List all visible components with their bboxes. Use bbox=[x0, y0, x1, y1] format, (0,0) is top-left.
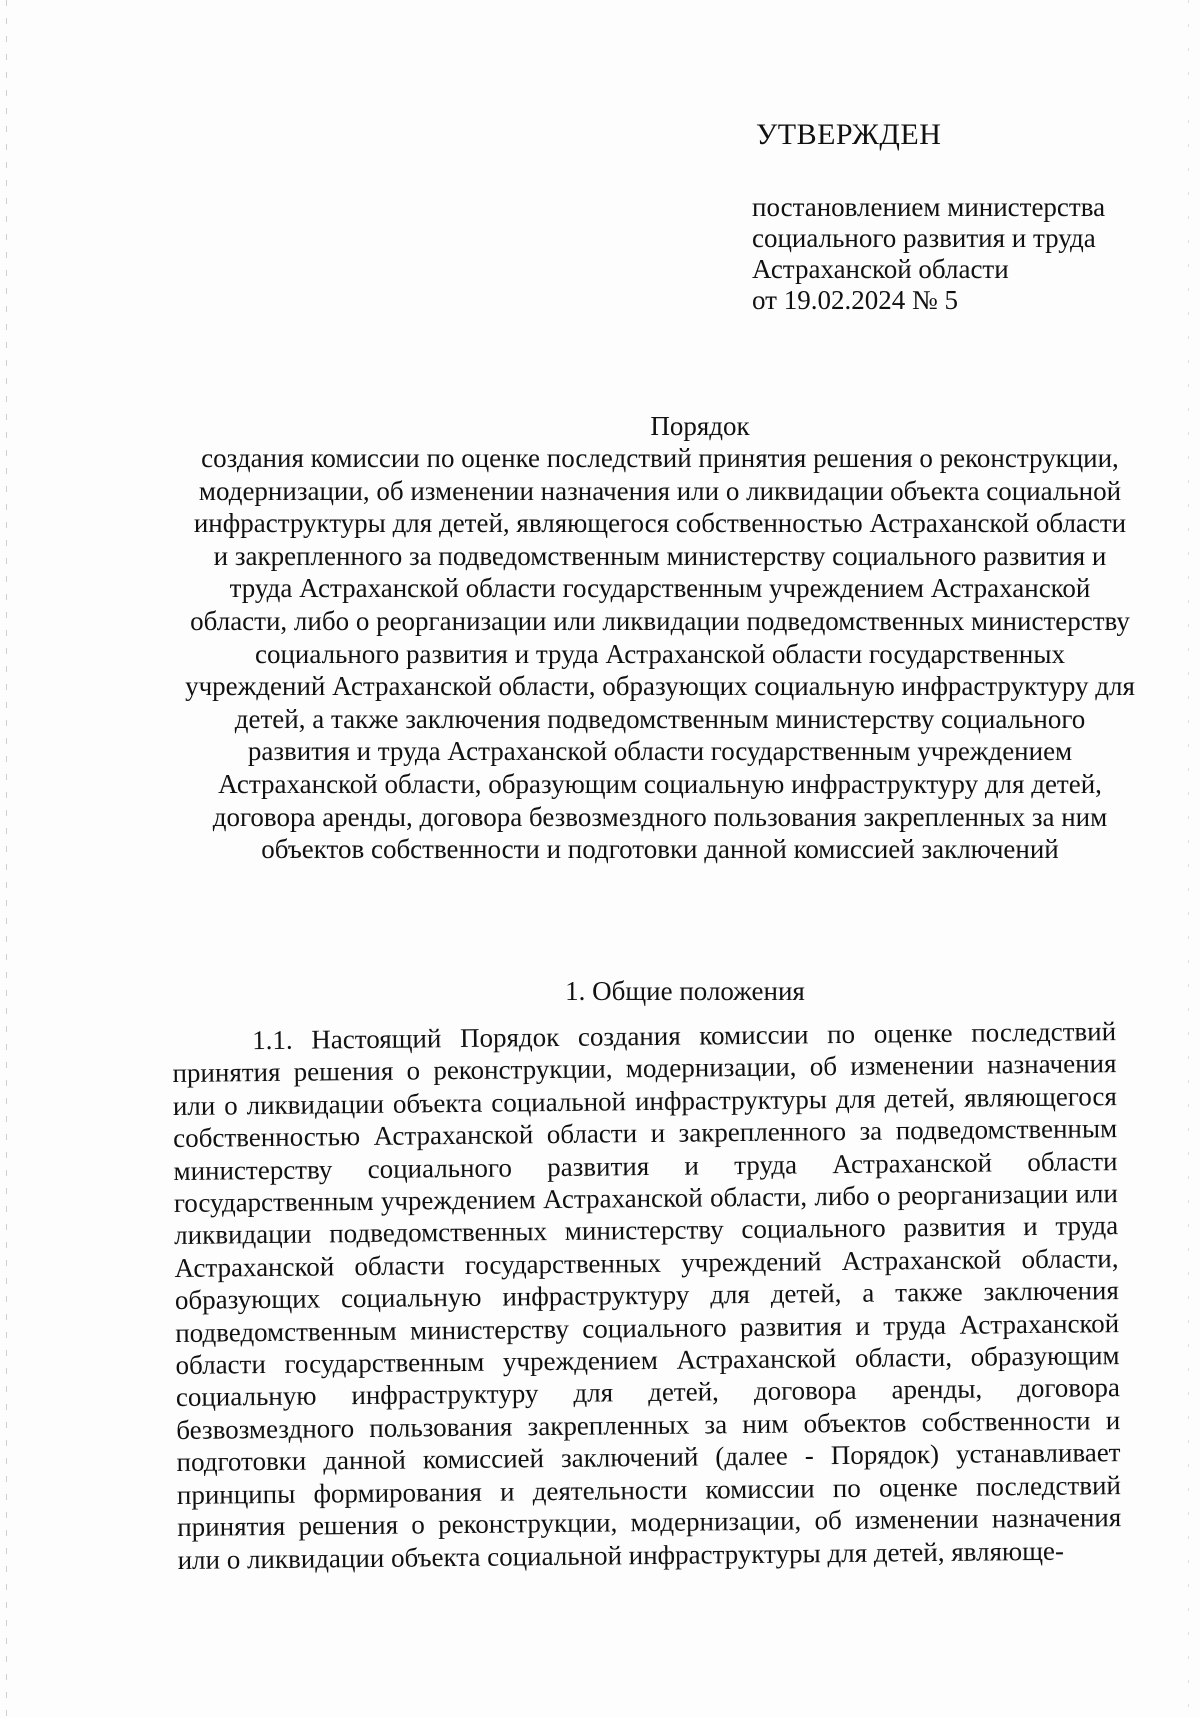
document-title-block bbox=[185, 410, 1135, 866]
approval-line-2: социального развития и труда bbox=[752, 223, 1096, 253]
scan-edge-left bbox=[6, 0, 7, 1718]
approval-block bbox=[752, 118, 1152, 316]
approval-line-4: от 19.02.2024 № 5 bbox=[752, 285, 958, 315]
section-heading: 1. Общие положения bbox=[565, 976, 805, 1006]
section-paragraph: 1.1. Настоящий Порядок создания комиссии по оценке последствий принятия решения о реконструкции, модернизации, об изменении назначения или о ликвидации объекта социальной инфраструктуры для детей, являющегося собственностью Астраханской области и закрепленного за подведомственным министерству социального развития и труда Астраханской области государственным учреждением Астраханской области, либо о реорганизации или ликвидации подведомственных министерству социального развития и труда Астраханской области государственных учреждений Астраханской области, образующих социальную инфраструктуру для детей, а также заключения подведомственным министерству социального развития и труда Астраханской области государственным учреждением Астраханской области, образующим социальную инфраструктуру для детей, договора аренды, договора безвозмездного пользования закрепленных за ним объектов собственности и подготовки данной комиссией заключений (далее - Порядок) устанавливает принципы формирования и деятельности комиссии по оценке последствий принятия решения о реконструкции, модернизации, об изменении назначения или о ликвидации объекта социальной инфраструктуры для детей, являюще- bbox=[172, 1016, 1122, 1575]
scan-edge-right bbox=[1188, 0, 1189, 1718]
approval-line-3: Астраханской области bbox=[752, 254, 1009, 284]
approval-line-1: постановлением министерства bbox=[752, 192, 1106, 222]
approval-title: УТВЕРЖДЕН bbox=[756, 118, 942, 151]
document-subtitle: создания комиссии по оценке последствий принятия решения о реконструкции, модернизации, об изменении назначения или о ликвидации объекта социальной инфраструктуры для детей, являющегося собственностью Астраханской области и закрепленного за подведомственным министерству социального развития и труда Астраханской области государственным учреждением Астраханской области, либо о реорганизации или ликвидации подведомственных министерству социального развития и труда Астраханской области государственных учреждений Астраханской области, образующих социальную инфраструктуру для детей, а также заключения подведомственным министерству социального развития и труда Астраханской области государственным учреждением Астраханской области, образующим социальную инфраструктуру для детей, договора аренды, договора безвозмездного пользования закрепленных за ним объектов собственности и подготовки данной комиссией заключений bbox=[185, 443, 1135, 865]
document-heading: Порядок bbox=[650, 411, 750, 441]
